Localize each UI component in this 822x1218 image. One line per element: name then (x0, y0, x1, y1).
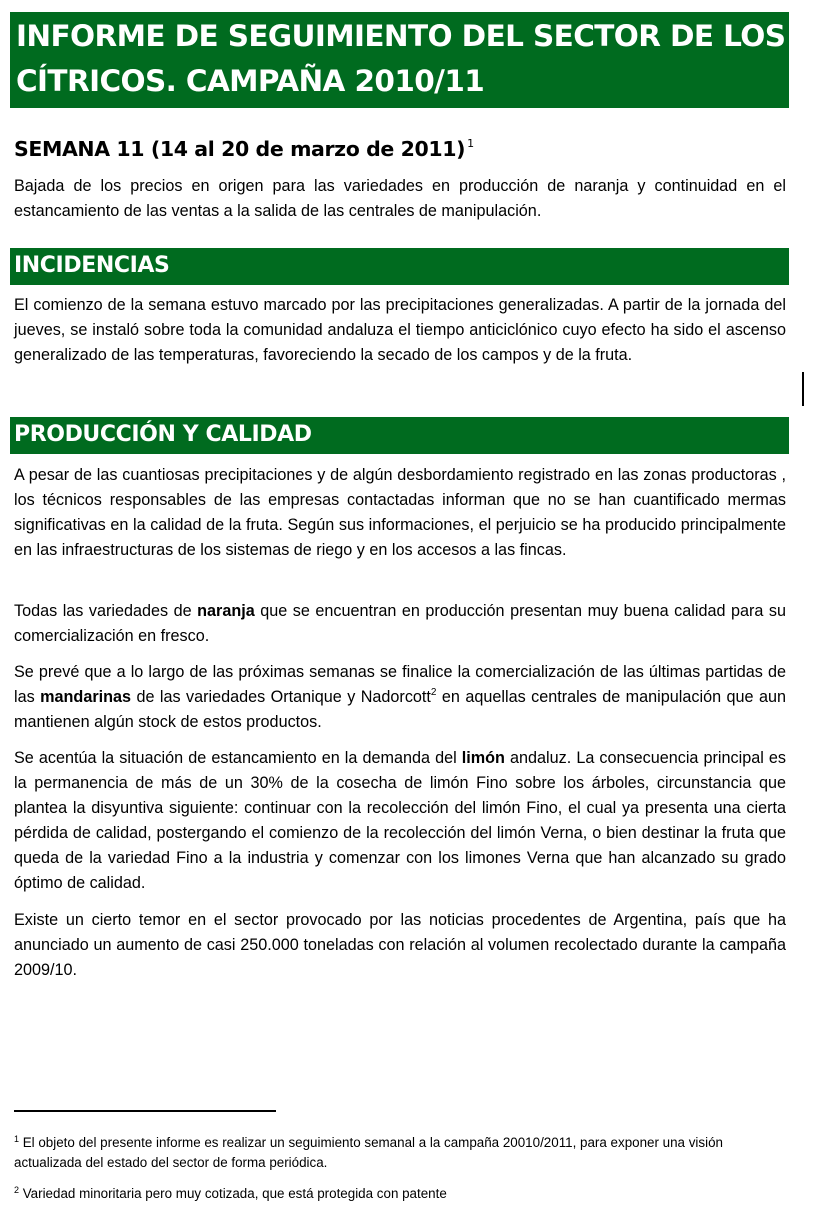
week-label: SEMANA 11 (14 al 20 de marzo de 2011) (14, 137, 466, 161)
footnote-1-text: El objeto del presente informe es realizar un seguimiento semanal a la campaña 20010/2011, para exponer una visión actualizada del estado del sector de forma periódica. (14, 1135, 723, 1170)
mandarinas-keyword: mandarinas (40, 688, 132, 706)
limon-keyword: limón (461, 749, 505, 767)
report-title-banner (10, 12, 789, 108)
footnote-separator (14, 1110, 276, 1112)
p4-text-start: Se acentúa la situación de estancamiento en la demanda del (14, 749, 462, 767)
p4-text-end: andaluz. La consecuencia principal es la permanencia de más de un 30% de la cosecha de limón Fino sobre los árboles, circunstancia que plantea la disyuntiva siguiente: continuar con la recolección del limón Fino, el cual ya presenta una cierta pérdida de calidad, postergando el comienzo de la recolección del limón Verna, o bien destinar la fruta que queda de la variedad Fino a la industria y comenzar con los limones Verna que han alcanzado su grado óptimo de calidad. (14, 749, 786, 892)
footnote-1-marker: 1 (14, 1134, 20, 1144)
footnote-1 (14, 1133, 789, 1173)
produccion-paragraph-2 (14, 599, 786, 649)
report-title-line-2: CÍTRICOS. CAMPAÑA 2010/11 (16, 64, 485, 98)
revision-bar (802, 372, 804, 406)
intro-paragraph: Bajada de los precios en origen para las variedades en producción de naranja y continuidad en el estancamiento de las ventas a la salida de las centrales de manipulación. (14, 177, 786, 220)
footnote-2-marker: 2 (14, 1185, 20, 1195)
incidencias-heading: INCIDENCIAS (10, 248, 789, 285)
produccion-paragraph-1: A pesar de las cuantiosas precipitaciones y de algún desbordamiento registrado en las zonas productoras , los técnicos responsables de las empresas contactadas informan que no se han cuantificado mermas significativas en la calidad de la fruta. Según sus informaciones, el perjuicio se ha producido principalmente en las infraestructuras de los sistemas de riego y en los accesos a las fincas. (14, 466, 786, 559)
week-footnote-ref[interactable]: 1 (467, 137, 474, 150)
footnote-ref-2[interactable]: 2 (430, 687, 437, 698)
produccion-paragraph-5: Existe un cierto temor en el sector provocado por las noticias procedentes de Argentina, país que ha anunciado un aumento de casi 250.000 toneladas con relación al volumen recolectado durante la campaña 2009/10. (14, 911, 786, 979)
week-heading (14, 130, 474, 163)
p3-text-start: Se prevé que a lo largo de las próximas semanas se finalice la comercialización de las últimas partidas de las (14, 663, 786, 706)
p2-text-start: Todas las variedades de (14, 602, 198, 620)
p2-text-end: que se encuentran en producción presentan muy buena calidad para su comercialización en fresco. (14, 602, 786, 645)
footnote-2-text: Variedad minoritaria pero muy cotizada, que está protegida con patente (19, 1186, 447, 1201)
naranja-keyword: naranja (197, 602, 255, 620)
produccion-paragraph-4 (14, 746, 786, 896)
p3-text-middle: de las variedades Ortanique y Nadorcott (131, 688, 431, 706)
footnote-2 (14, 1184, 789, 1204)
incidencias-paragraph: El comienzo de la semana estuvo marcado por las precipitaciones generalizadas. A partir de la jornada del jueves, se instaló sobre toda la comunidad andaluza el tiempo anticiclónico cuyo efecto ha sido el ascenso generalizado de las temperaturas, favoreciendo la secado de los campos y de la fruta. (14, 296, 786, 364)
p3-text-end: en aquellas centrales de manipulación que aun mantienen algún stock de estos productos. (14, 688, 786, 731)
produccion-paragraph-3 (14, 660, 786, 735)
report-title-line-1: INFORME DE SEGUIMIENTO DEL SECTOR DE LOS (16, 19, 786, 53)
produccion-heading: PRODUCCIÓN Y CALIDAD (10, 417, 789, 454)
